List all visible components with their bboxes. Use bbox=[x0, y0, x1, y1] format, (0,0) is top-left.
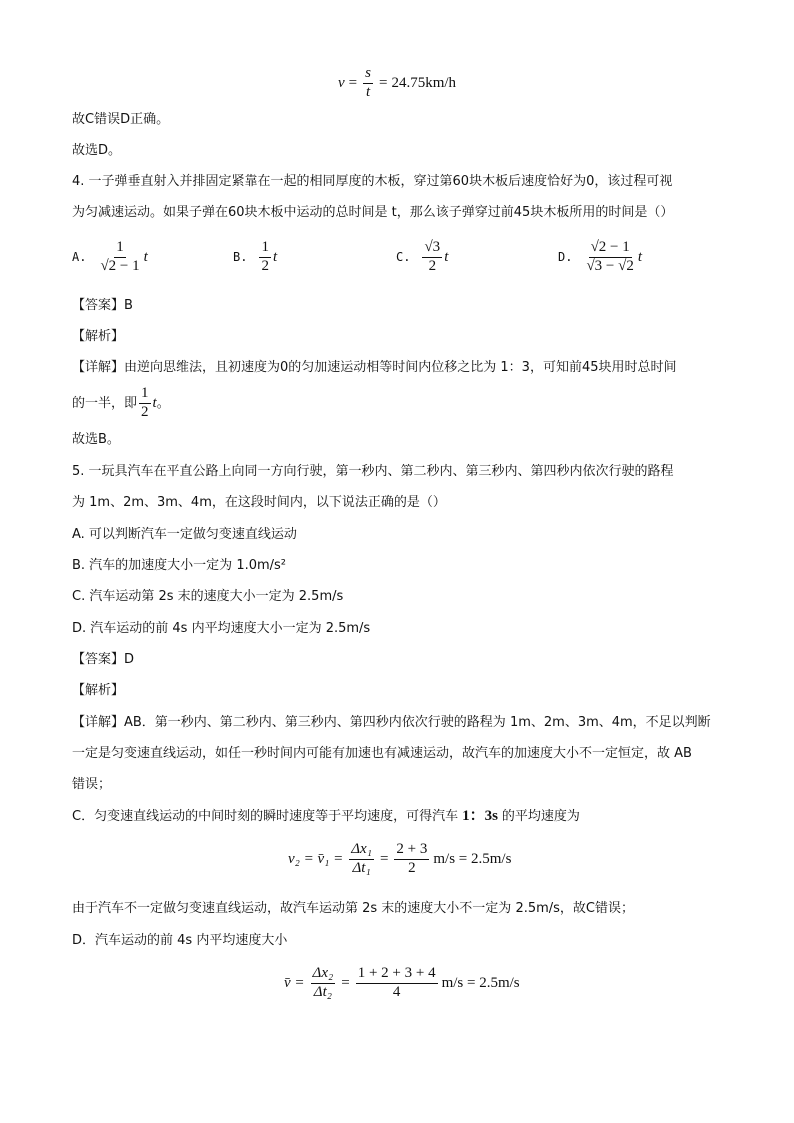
q5-stem-line2: 为 1m、2m、3m、4m，在这段时间内，以下说法正确的是（） bbox=[72, 495, 446, 510]
option-var: t bbox=[143, 248, 148, 265]
fraction-num: 1 bbox=[139, 386, 151, 404]
option-label: D. bbox=[558, 250, 573, 265]
q5-detail-c-line1 bbox=[72, 809, 580, 824]
eq-fraction-1 bbox=[349, 842, 374, 877]
q4-option-a bbox=[72, 240, 148, 275]
q5-analysis-heading: 【解析】 bbox=[72, 683, 125, 698]
fraction-den: 2 bbox=[408, 859, 416, 876]
fraction-den: 4 bbox=[392, 983, 401, 1000]
q4-stem-line1: 4. 一子弹垂直射入并排固定紧靠在一起的相同厚度的木板，穿过第60块木板后速度恰好为0，该过程可视 bbox=[72, 174, 673, 189]
q5-answer: 【答案】D bbox=[72, 652, 135, 667]
q4-answer: 【答案】B bbox=[72, 298, 133, 313]
eq-rhs: m/s = 2.5m/s bbox=[441, 974, 520, 991]
text-c-wrong: 故C错误D正确。 bbox=[72, 112, 170, 127]
fraction-num: 1 bbox=[114, 240, 126, 258]
q4-stem-line2: 为匀减速运动。如果子弹在60块木板中运动的总时间是 t，那么该子弹穿过前45块木板所用的时间是（） bbox=[72, 205, 674, 220]
option-var: t bbox=[637, 248, 643, 265]
option-fraction bbox=[584, 240, 635, 275]
eq-lhs: v₂ = v̄₁ = bbox=[288, 850, 344, 867]
fraction-den: 2 bbox=[428, 257, 437, 274]
fraction-den: 2 bbox=[141, 403, 149, 420]
eq-rhs: m/s = 2.5m/s bbox=[433, 850, 512, 867]
q5-stem-line1: 5. 一玩具汽车在平直公路上向同一方向行驶，第一秒内、第二秒内、第三秒内、第四秒内依次行驶的路程 bbox=[72, 464, 674, 479]
fraction-den: √3 − √2 bbox=[586, 257, 634, 274]
q5-detail-ab-line1: 【详解】AB．第一秒内、第二秒内、第三秒内、第四秒内依次行驶的路程为 1m、2m、3m、4m，不足以判断 bbox=[72, 715, 711, 730]
eq-lhs: v̄ = bbox=[284, 974, 305, 991]
equation-speed bbox=[338, 66, 456, 101]
eq-equals: = bbox=[341, 974, 350, 991]
detail-text: C．匀变速直线运动的中间时刻的瞬时速度等于平均速度，可得汽车 bbox=[72, 809, 459, 824]
fraction-num: 2 + 3 bbox=[394, 842, 429, 860]
eq-rhs: 24.75km/h bbox=[391, 74, 457, 91]
option-fraction bbox=[259, 240, 271, 275]
option-label: B. bbox=[233, 250, 248, 265]
equation-average-velocity-c bbox=[288, 842, 511, 877]
q5-option-d: D. 汽车运动的前 4s 内平均速度大小一定为 2.5m/s bbox=[72, 621, 371, 636]
q4-option-c bbox=[396, 240, 448, 275]
option-fraction bbox=[98, 240, 141, 275]
option-label: C. bbox=[396, 250, 411, 265]
eq-fraction-2 bbox=[356, 966, 438, 1001]
q5-detail-c-line2: 由于汽车不一定做匀变速直线运动，故汽车运动第 2s 末的速度大小不一定为 2.5m/s，故C错误； bbox=[72, 901, 635, 916]
q5-option-c: C. 汽车运动第 2s 末的速度大小一定为 2.5m/s bbox=[72, 589, 344, 604]
detail-text: 的一半，即 bbox=[72, 395, 138, 411]
option-label: A. bbox=[72, 250, 87, 265]
eq-equals: = bbox=[348, 74, 358, 91]
eq-fraction bbox=[363, 66, 373, 101]
q5-detail-ab-line3: 错误； bbox=[72, 777, 112, 792]
fraction-den: √2 − 1 bbox=[100, 257, 140, 274]
fraction-num: √3 bbox=[422, 240, 442, 258]
fraction-num: 1 + 2 + 3 + 4 bbox=[356, 966, 438, 984]
detail-text-end: 的平均速度为 bbox=[501, 809, 580, 824]
fraction-num: √2 − 1 bbox=[589, 240, 632, 258]
option-var: t bbox=[272, 248, 278, 265]
q4-detail-line2 bbox=[72, 386, 170, 421]
fraction-num: Δx₂ bbox=[311, 966, 336, 984]
eq-denominator: t bbox=[365, 83, 371, 100]
q4-analysis-heading: 【解析】 bbox=[72, 329, 125, 344]
eq-equals: = bbox=[379, 850, 389, 867]
q4-choose: 故选B。 bbox=[72, 432, 120, 447]
fraction-num: Δx₁ bbox=[349, 842, 374, 860]
eq-fraction-2 bbox=[394, 842, 429, 877]
q5-option-b: B. 汽车的加速度大小一定为 1.0m/s² bbox=[72, 558, 287, 573]
detail-text-end: 。 bbox=[156, 395, 170, 411]
equation-average-velocity-d bbox=[284, 966, 520, 1001]
eq-equals-2: = bbox=[378, 74, 388, 91]
q5-detail-d-line1: D．汽车运动的前 4s 内平均速度大小 bbox=[72, 933, 288, 948]
fraction-den: Δt₂ bbox=[313, 983, 332, 1000]
detail-var: t bbox=[152, 394, 157, 411]
q5-option-a: A. 可以判断汽车一定做匀变速直线运动 bbox=[72, 527, 297, 542]
eq-numerator: s bbox=[363, 66, 373, 84]
q5-detail-ab-line2: 一定是匀变速直线运动，如任一秒时间内可能有加速也有减速运动，故汽车的加速度大小不一定恒定，故 AB bbox=[72, 746, 692, 761]
text-choose-d: 故选D。 bbox=[72, 143, 122, 158]
fraction-num: 1 bbox=[259, 240, 271, 258]
fraction-den: Δt₁ bbox=[352, 859, 371, 876]
eq-lhs: v bbox=[338, 74, 345, 91]
detail-math: 1：3s bbox=[462, 808, 498, 824]
detail-fraction bbox=[139, 386, 151, 421]
q4-option-b bbox=[233, 240, 277, 275]
q4-detail-line1: 【详解】由逆向思维法，且初速度为0的匀加速运动相等时间内位移之比为 1：3，可知前45块用时总时间 bbox=[72, 360, 677, 375]
option-fraction bbox=[422, 240, 442, 275]
eq-fraction-1 bbox=[311, 966, 336, 1001]
q4-option-d bbox=[558, 240, 642, 275]
option-var: t bbox=[444, 248, 449, 265]
fraction-den: 2 bbox=[261, 257, 269, 274]
